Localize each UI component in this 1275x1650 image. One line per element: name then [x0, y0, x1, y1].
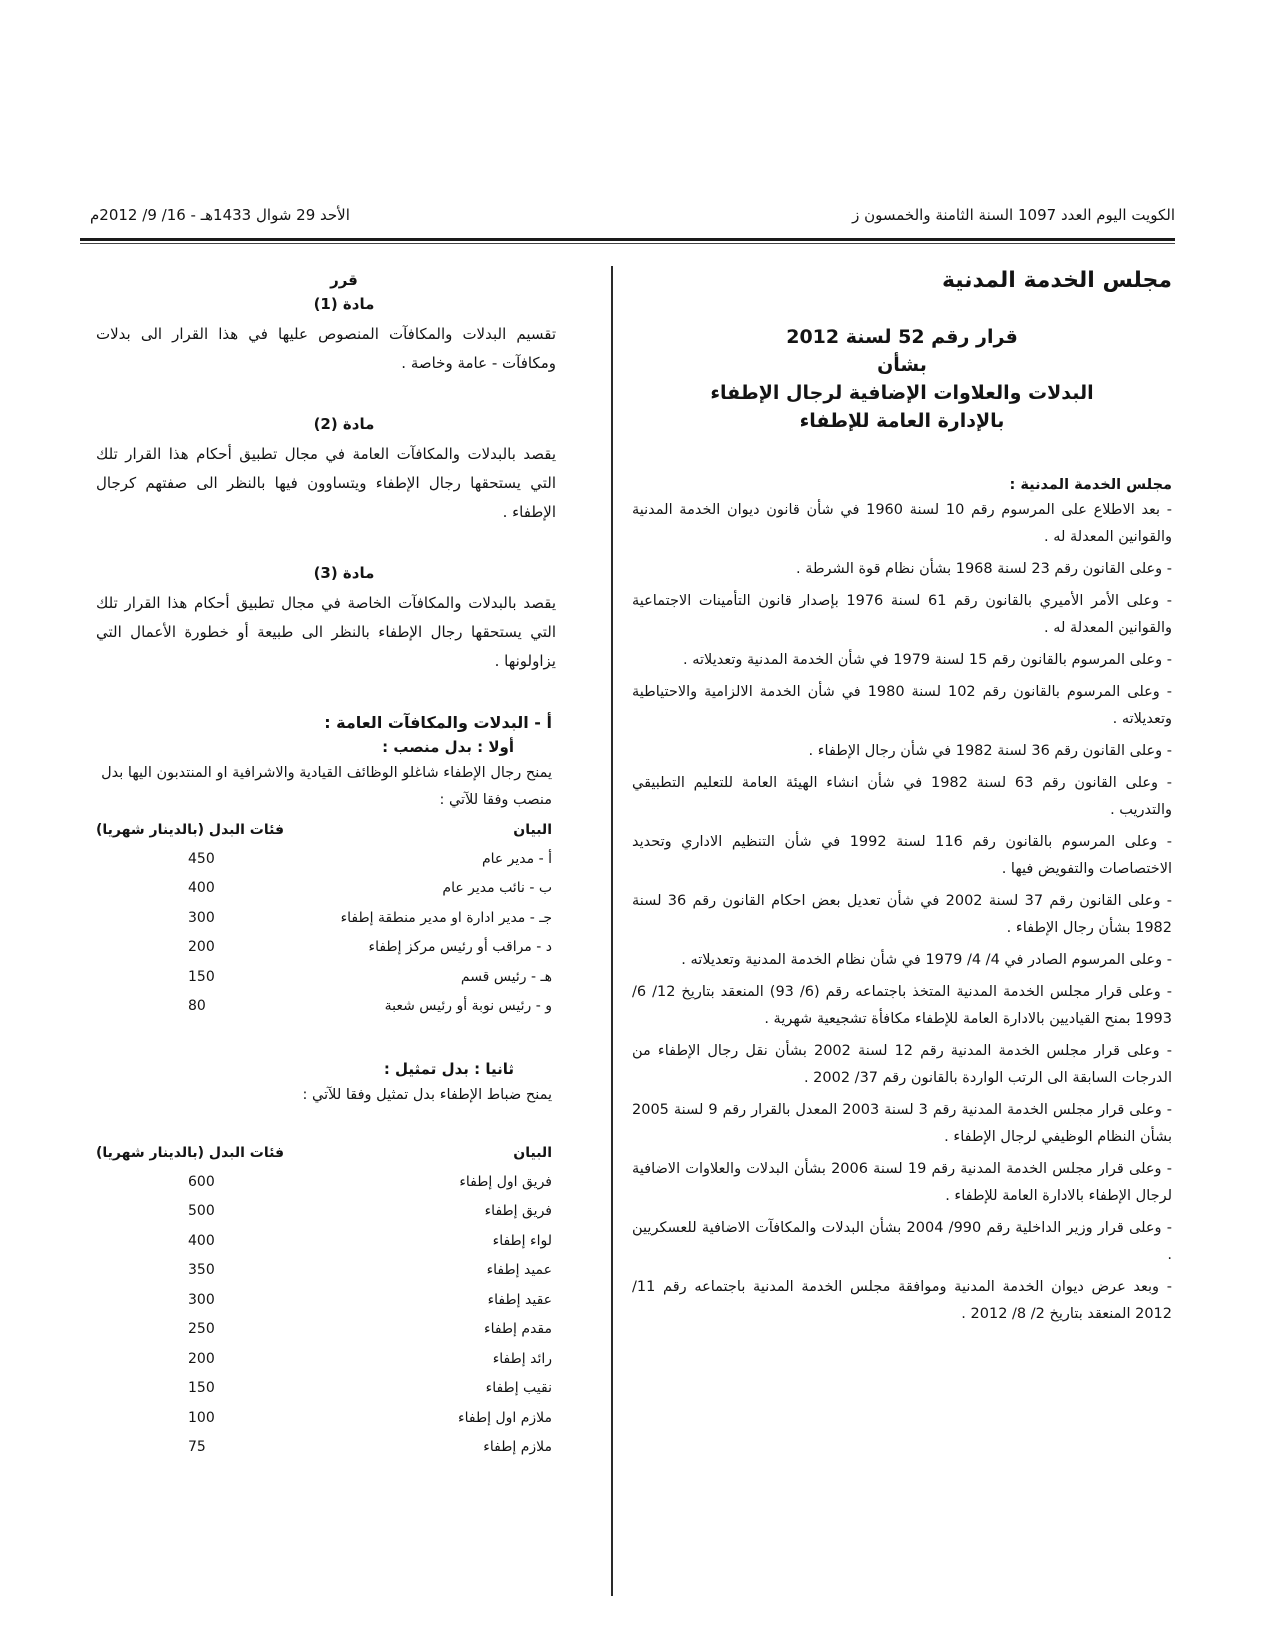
- table-row: [96, 1433, 592, 1463]
- row-description: هـ - رئيس قسم: [460, 968, 552, 985]
- row-description: ملازم اول إطفاء: [458, 1409, 552, 1426]
- article-text: يقصد بالبدلات والمكافآت الخاصة في مجال تطبيق أحكام هذا القرار تلك التي يستحقها رجال الإطفاء بالنظر الى طبيعة أو خطورة الأعمال التي يزاولونها .: [96, 594, 556, 670]
- right-column: [632, 268, 1172, 1333]
- row-description: عميد إطفاء: [486, 1262, 552, 1279]
- preamble-label: مجلس الخدمة المدنية :: [1009, 477, 1172, 493]
- row-amount: 250: [188, 1321, 215, 1338]
- row-description: فريق إطفاء: [484, 1203, 552, 1220]
- row-description: مقدم إطفاء: [483, 1321, 552, 1338]
- subsection-heading: ثانيا : بدل تمثيل :: [383, 1060, 514, 1078]
- row-amount: 200: [188, 1350, 215, 1367]
- article-title: مادة (2): [313, 415, 375, 433]
- row-description: أ - مدير عام: [481, 850, 552, 867]
- article-text: تقسيم البدلات والمكافآت المنصوص عليها في هذا القرار الى بدلات ومكافآت - عامة وخاصة .: [96, 325, 556, 372]
- preamble-paragraph: - وعلى قرار مجلس الخدمة المدنية رقم 19 لسنة 2006 بشأن البدلات والعلاوات الاضافية لرجال الإطفاء بالادارة العامة للإطفاء .: [632, 1161, 1172, 1204]
- table-row: [96, 1256, 592, 1286]
- preamble-paragraph: - وعلى المرسوم بالقانون رقم 102 لسنة 1980 في شأن الخدمة الالزامية والاحتياطية وتعديلاته .: [632, 684, 1172, 727]
- row-amount: 600: [188, 1173, 215, 1190]
- article-text: يقصد بالبدلات والمكافآت العامة في مجال تطبيق أحكام هذا القرار تلك التي يستحقها رجال الإطفاء ويتساوون فيها بالنظر الى صفتهم كرجال الإطفاء .: [96, 445, 556, 521]
- column-divider: [611, 266, 613, 1596]
- row-amount: 80: [188, 998, 206, 1015]
- row-description: رائد إطفاء: [492, 1350, 552, 1367]
- row-amount: 500: [188, 1203, 215, 1220]
- row-description: و - رئيس نوبة أو رئيس شعبة: [384, 998, 552, 1015]
- decree-title-line: البدلات والعلاوات الإضافية لرجال الإطفاء: [710, 382, 1094, 404]
- table-row: [96, 1374, 592, 1404]
- header-issue-info: الكويت اليوم العدد 1097 السنة الثامنة والخمسون ز: [852, 206, 1175, 224]
- preamble-paragraph: - وعلى قرار وزير الداخلية رقم 990/ 2004 بشأن البدلات والمكافآت الاضافية للعسكريين .: [632, 1220, 1172, 1263]
- row-description: نقيب إطفاء: [485, 1380, 552, 1397]
- decided-heading: قرر: [330, 271, 358, 289]
- row-description: فريق اول إطفاء: [459, 1173, 552, 1190]
- table-row: [96, 1167, 592, 1197]
- table-row: [96, 1197, 592, 1227]
- table-header-row: [96, 1143, 592, 1167]
- preamble-paragraph: - وعلى المرسوم بالقانون رقم 116 لسنة 1992 في شأن التنظيم الاداري وتحديد الاختصاصات والتفويض فيها .: [632, 834, 1172, 877]
- table-row: [96, 933, 592, 963]
- preamble-paragraph: - وعلى المرسوم بالقانون رقم 15 لسنة 1979 في شأن الخدمة المدنية وتعديلاته .: [683, 652, 1172, 668]
- row-description: لواء إطفاء: [492, 1232, 552, 1249]
- representation-allowance-table: [96, 1143, 592, 1462]
- preamble-paragraph: - وعلى القانون رقم 63 لسنة 1982 في شأن انشاء الهيئة العامة للتعليم التطبيقي والتدريب .: [632, 775, 1172, 818]
- header-rule-thin: [80, 243, 1175, 244]
- preamble-paragraph: - وعلى القانون رقم 37 لسنة 2002 في شأن تعديل بعض احكام القانون رقم 36 لسنة 1982 بشأن رجال الإطفاء .: [632, 893, 1172, 936]
- decree-title-line: بشأن: [877, 354, 927, 376]
- preamble-paragraph: - وعلى القانون رقم 23 لسنة 1968 بشأن نظام قوة الشرطة .: [796, 561, 1172, 577]
- preamble-paragraph: - بعد الاطلاع على المرسوم رقم 10 لسنة 1960 في شأن قانون ديوان الخدمة المدنية والقوانين المعدلة له .: [632, 502, 1172, 545]
- section-heading: أ - البدلات والمكافآت العامة :: [324, 713, 552, 732]
- table-row: [96, 844, 592, 874]
- preamble-paragraph: - وعلى الأمر الأميري بالقانون رقم 61 لسنة 1976 بإصدار قانون التأمينات الاجتماعية والقوانين المعدلة له .: [632, 593, 1172, 636]
- table-header-row: [96, 820, 592, 844]
- row-amount: 150: [188, 1380, 215, 1397]
- table-row: [96, 874, 592, 904]
- subsection-text: يمنح ضباط الإطفاء بدل تمثيل وفقا للآتي :: [302, 1087, 552, 1103]
- subsection-heading: أولا : بدل منصب :: [382, 738, 514, 756]
- row-amount: 400: [188, 880, 215, 897]
- header-rule-thick: [80, 238, 1175, 241]
- row-description: ب - نائب مدير عام: [442, 880, 552, 897]
- row-amount: 300: [188, 1291, 215, 1308]
- column-header-description: البيان: [513, 1145, 552, 1161]
- position-allowance-table: [96, 820, 592, 1021]
- subsection-text: يمنح رجال الإطفاء شاغلو الوظائف القيادية والاشرافية او المنتدبون اليها بدل منصب وفقا للآتي :: [101, 765, 552, 808]
- council-title: مجلس الخدمة المدنية: [941, 268, 1172, 293]
- preamble-paragraph: - وعلى قرار مجلس الخدمة المدنية المتخذ باجتماعه رقم (6/ 93) المنعقد بتاريخ 12/ 6/ 1993 بمنح القياديين بالادارة العامة للإطفاء مكافأة تشجيعية شهرية .: [632, 984, 1173, 1027]
- row-amount: 350: [188, 1262, 215, 1279]
- article-title: مادة (1): [313, 295, 375, 313]
- preamble-paragraph: - وعلى المرسوم الصادر في 4/ 4/ 1979 في شأن نظام الخدمة المدنية وتعديلاته .: [681, 952, 1172, 968]
- table-row: [96, 1315, 592, 1345]
- left-column: [96, 268, 592, 1462]
- decree-title-line: قرار رقم 52 لسنة 2012: [786, 326, 1018, 348]
- row-description: جـ - مدير ادارة او مدير منطقة إطفاء: [340, 909, 552, 926]
- header-date: الأحد 29 شوال 1433هـ - 16/ 9/ 2012م: [90, 206, 350, 224]
- decree-title-line: بالإدارة العامة للإطفاء: [799, 410, 1005, 432]
- row-amount: 450: [188, 850, 215, 867]
- table-row: [96, 992, 592, 1022]
- row-amount: 100: [188, 1409, 215, 1426]
- preamble-paragraph: - وعلى قرار مجلس الخدمة المدنية رقم 12 لسنة 2002 بشأن نقل رجال الإطفاء من الدرجات السابقة الى الرتب الواردة بالقانون رقم 37/ 2002 .: [632, 1043, 1172, 1086]
- row-description: ملازم إطفاء: [483, 1439, 552, 1456]
- column-header-description: البيان: [513, 822, 552, 838]
- row-amount: 150: [188, 968, 215, 985]
- table-row: [96, 903, 592, 933]
- table-row: [96, 962, 592, 992]
- preamble-paragraph: - وعلى قرار مجلس الخدمة المدنية رقم 3 لسنة 2003 المعدل بالقرار رقم 9 لسنة 2005 بشأن النظام الوظيفي لرجال الإطفاء .: [632, 1102, 1172, 1145]
- table-row: [96, 1403, 592, 1433]
- row-description: د - مراقب أو رئيس مركز إطفاء: [368, 939, 552, 956]
- preamble-paragraph: - وبعد عرض ديوان الخدمة المدنية وموافقة مجلس الخدمة المدنية باجتماعه رقم 11/ 2012 المنعقد بتاريخ 2/ 8/ 2012 .: [632, 1279, 1172, 1322]
- row-amount: 75: [188, 1439, 206, 1456]
- table-row: [96, 1285, 592, 1315]
- row-amount: 300: [188, 909, 215, 926]
- table-row: [96, 1344, 592, 1374]
- page-header: [90, 206, 1175, 232]
- row-amount: 400: [188, 1232, 215, 1249]
- preamble-paragraph: - وعلى القانون رقم 36 لسنة 1982 في شأن رجال الإطفاء .: [808, 743, 1172, 759]
- column-header-amount: فئات البدل (بالدينار شهريا): [96, 822, 285, 838]
- decree-title: [632, 323, 1172, 435]
- table-row: [96, 1226, 592, 1256]
- row-amount: 200: [188, 939, 215, 956]
- row-description: عقيد إطفاء: [487, 1291, 552, 1308]
- article-title: مادة (3): [313, 564, 375, 582]
- column-header-amount: فئات البدل (بالدينار شهريا): [96, 1145, 285, 1161]
